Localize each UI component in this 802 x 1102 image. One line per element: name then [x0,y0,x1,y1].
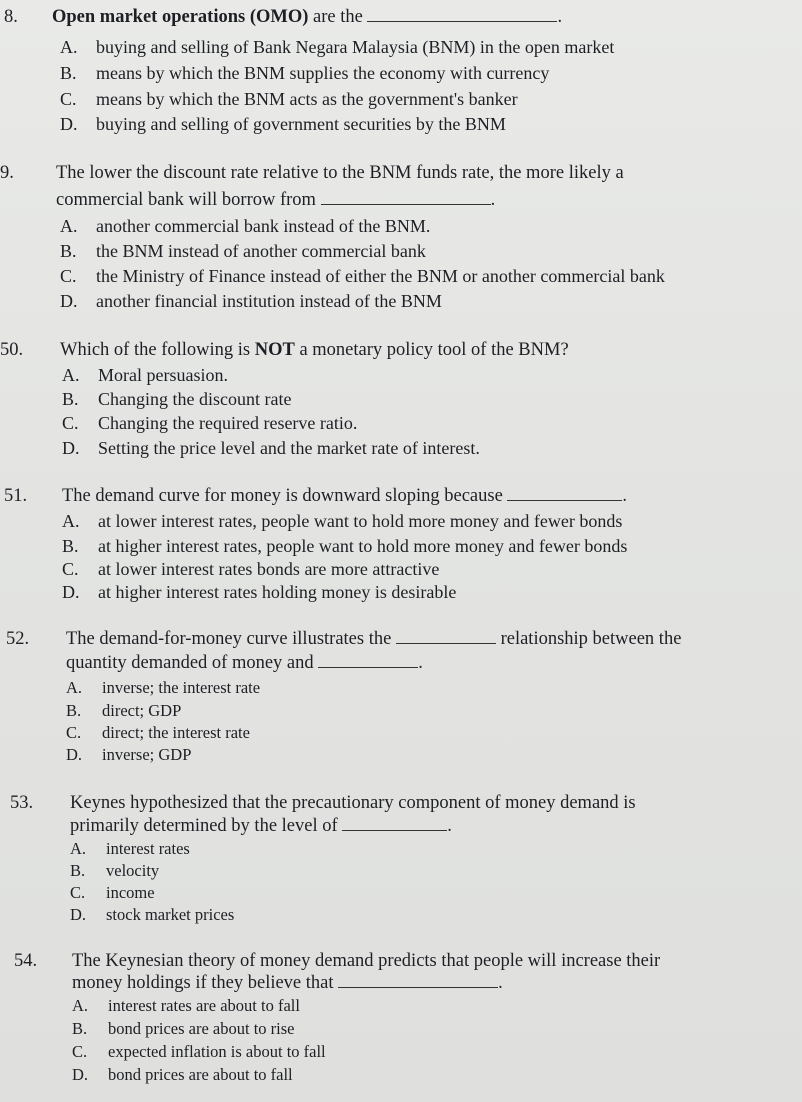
option-b[interactable] [60,62,549,84]
option-c[interactable] [60,88,518,110]
option-text: expected inflation is about to fall [108,1042,326,1061]
question-number: 51. [4,486,28,506]
option-b[interactable] [70,860,159,882]
option-text: direct; GDP [102,701,182,720]
stem-text: relationship between the [500,629,682,649]
stem-tail: . [498,973,503,993]
question-stem-line-1: The Keynesian theory of money demand predicts that people will increase their [72,951,661,971]
stem-text: The demand-for-money curve illustrates the [66,629,392,649]
question-stem-line-2 [70,815,452,837]
option-text: interest rates are about to fall [108,996,300,1015]
option-letter: A. [70,839,87,858]
option-letter: A. [62,511,80,531]
option-text: Moral persuasion. [98,365,228,385]
option-d[interactable] [62,437,480,459]
option-b[interactable] [60,240,426,262]
option-text: bond prices are about to fall [108,1065,293,1084]
option-text: inverse; GDP [102,745,192,764]
question-stem-line-2 [66,652,423,674]
option-letter: B. [62,536,79,556]
option-text: Changing the discount rate [98,389,292,409]
question-number: 8. [4,7,18,27]
option-text: buying and selling of government securities by the BNM [96,114,506,134]
option-letter: A. [60,216,78,236]
question-stem-line-2 [72,972,503,994]
stem-text: a monetary policy tool of the BNM? [299,340,569,360]
question-stem [52,6,562,28]
option-letter: D. [70,905,87,924]
answer-blank [342,816,447,831]
answer-blank [321,190,491,205]
option-letter: D. [72,1065,89,1084]
option-c[interactable] [62,558,439,580]
option-d[interactable] [70,904,234,926]
answer-blank [338,973,498,988]
stem-text: The demand curve for money is downward sloping because [62,486,503,506]
option-text: the BNM instead of another commercial bank [96,241,426,261]
answer-blank [507,486,622,501]
option-c[interactable] [60,265,665,287]
option-text: means by which the BNM acts as the government's banker [96,89,518,109]
option-text: bond prices are about to rise [108,1019,295,1038]
option-text: at lower interest rates bonds are more attractive [98,559,440,579]
option-a[interactable] [72,995,300,1017]
option-letter: B. [72,1019,88,1038]
stem-tail: . [557,7,563,27]
answer-blank [367,7,557,22]
option-text: interest rates [106,839,190,858]
question-stem-line-1: The lower the discount rate relative to the BNM funds rate, the more likely a [56,163,624,183]
option-letter: C. [62,559,79,579]
question-stem-line-2 [56,189,495,211]
option-letter: B. [60,241,77,261]
option-text: buying and selling of Bank Negara Malaysia (BNM) in the open market [96,37,615,57]
option-letter: A. [62,365,80,385]
option-a[interactable] [66,677,260,699]
option-text: the Ministry of Finance instead of either the BNM or another commercial bank [96,266,665,286]
stem-tail: . [490,190,496,210]
question-stem [60,339,569,361]
option-letter: B. [60,63,77,83]
stem-tail: . [447,816,452,836]
answer-blank [318,653,418,668]
option-text: income [106,883,155,902]
question-number: 52. [6,629,30,649]
option-b[interactable] [66,700,181,722]
option-text: inverse; the interest rate [102,678,261,697]
question-number: 53. [10,793,34,813]
option-c[interactable] [66,722,250,744]
option-letter: B. [66,701,82,720]
stem-text: primarily determined by the level of [70,816,338,836]
option-letter: A. [72,996,89,1015]
option-a[interactable] [70,838,190,860]
question-stem [62,485,627,507]
option-c[interactable] [70,882,155,904]
stem-tail: . [418,653,423,673]
option-b[interactable] [72,1018,294,1040]
option-text: velocity [106,861,160,880]
option-a[interactable] [62,510,622,532]
question-number: 54. [14,951,38,971]
option-c[interactable] [62,412,357,434]
stem-bold-term: Open market operations (OMO) [52,7,309,27]
option-d[interactable] [60,113,506,135]
option-text: another financial institution instead of the BNM [96,291,442,311]
stem-text: quantity demanded of money and [66,653,314,673]
option-letter: C. [66,723,82,742]
option-c[interactable] [72,1041,326,1063]
option-a[interactable] [62,364,228,386]
stem-text: are the [313,7,363,27]
option-b[interactable] [62,535,627,557]
option-letter: D. [60,114,78,134]
option-letter: B. [62,389,79,409]
option-text: direct; the interest rate [102,723,250,742]
option-a[interactable] [60,215,430,237]
option-letter: D. [62,582,80,602]
option-b[interactable] [62,388,291,410]
stem-text: money holdings if they believe that [72,973,334,993]
option-letter: D. [66,745,83,764]
stem-bold-term: NOT [254,340,295,360]
option-d[interactable] [66,744,191,766]
option-text: Changing the required reserve ratio. [98,413,358,433]
option-text: means by which the BNM supplies the economy with currency [96,63,550,83]
option-letter: C. [60,89,77,109]
option-letter: C. [60,266,77,286]
option-letter: D. [60,291,78,311]
question-stem-line-1 [66,628,681,650]
option-letter: B. [70,861,86,880]
option-a[interactable] [60,36,614,58]
option-text: another commercial bank instead of the BNM. [96,216,431,236]
question-number: 9. [0,163,14,183]
option-letter: A. [60,37,78,57]
option-text: stock market prices [106,905,235,924]
option-d[interactable] [62,581,456,603]
answer-blank [396,629,496,644]
option-text: at lower interest rates, people want to hold more money and fewer bonds [98,511,623,531]
question-stem-line-1: Keynes hypothesized that the precautionary component of money demand is [70,793,636,813]
option-text: at higher interest rates holding money is desirable [98,582,457,602]
stem-tail: . [622,486,628,506]
option-letter: C. [62,413,79,433]
stem-text: Which of the following is [60,340,251,360]
option-text: Setting the price level and the market rate of interest. [98,438,480,458]
option-letter: A. [66,678,83,697]
option-letter: C. [72,1042,88,1061]
option-d[interactable] [72,1064,293,1086]
question-number: 50. [0,340,24,360]
stem-text: commercial bank will borrow from [56,190,316,210]
option-text: at higher interest rates, people want to hold more money and fewer bonds [98,536,628,556]
option-letter: D. [62,438,80,458]
option-letter: C. [70,883,86,902]
option-d[interactable] [60,290,442,312]
